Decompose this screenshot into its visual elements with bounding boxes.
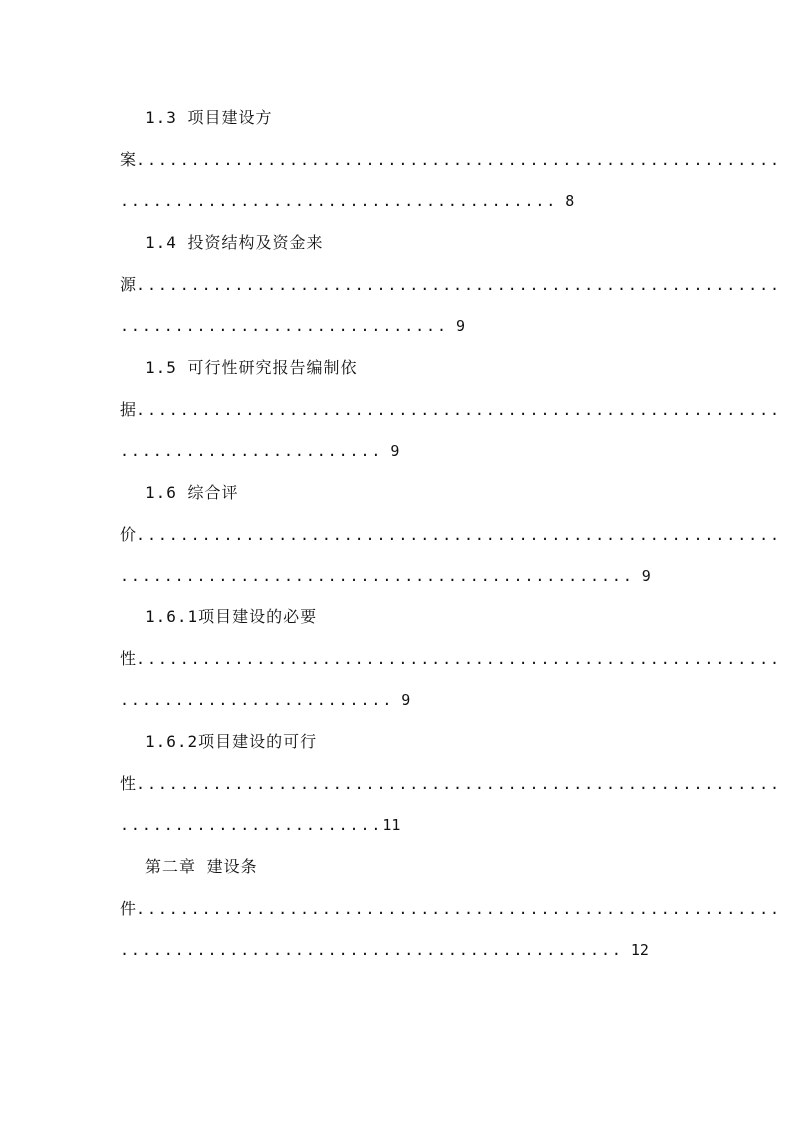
toc-leader-line <box>120 525 781 545</box>
toc-page-number: 11 <box>382 816 401 834</box>
toc-leader-line <box>120 275 781 295</box>
toc-dots: ........................ <box>120 816 383 834</box>
toc-page-number: 8 <box>565 192 575 210</box>
toc-title: 1.5 可行性研究报告编制依 <box>145 358 358 377</box>
toc-dots: ........................................................... <box>136 151 781 169</box>
toc-title: 1.6.2项目建设的可行 <box>145 732 318 751</box>
toc-dots: ......................... <box>120 691 394 709</box>
toc-leader-line <box>120 774 781 794</box>
toc-title: 1.6.1项目建设的必要 <box>145 607 318 626</box>
toc-title-tail: 案 <box>120 150 137 169</box>
toc-dots: .............................................. <box>120 941 623 959</box>
toc-leader-line <box>120 899 781 919</box>
toc-title: 1.3 项目建设方 <box>145 108 273 127</box>
toc-page-number: 9 <box>455 317 465 335</box>
toc-dots: ........................................................... <box>136 775 781 793</box>
toc-dots: ........................ <box>120 442 383 460</box>
toc-page-number: 9 <box>641 567 651 585</box>
toc-page-number: 12 <box>630 941 649 959</box>
toc-title: 1.6 综合评 <box>145 483 239 502</box>
toc-page-number: 9 <box>401 691 411 709</box>
toc-leader-line <box>120 316 465 336</box>
toc-dots: ........................................................... <box>136 526 781 544</box>
toc-title-tail: 件 <box>120 899 137 918</box>
toc-dots: ........................................................... <box>136 401 781 419</box>
toc-title-tail: 价 <box>120 525 137 544</box>
toc-dots: ........................................................... <box>136 276 781 294</box>
toc-dots: ............................................... <box>120 567 634 585</box>
toc-title-tail: 据 <box>120 400 137 419</box>
toc-leader-line <box>120 191 574 211</box>
toc-title: 第二章 建设条 <box>145 857 258 876</box>
toc-leader-line <box>120 690 410 710</box>
toc-title-tail: 性 <box>120 649 137 668</box>
toc-page-number: 9 <box>390 442 400 460</box>
toc-leader-line <box>120 649 781 669</box>
toc-dots: ........................................................... <box>136 900 781 918</box>
toc-leader-line <box>120 400 781 420</box>
toc-dots: .............................. <box>120 317 448 335</box>
toc-leader-line <box>120 566 651 586</box>
toc-title: 1.4 投资结构及资金来 <box>145 233 324 252</box>
toc-leader-line <box>120 940 649 960</box>
toc-title-tail: 源 <box>120 275 137 294</box>
toc-leader-line <box>120 441 399 461</box>
toc-title-tail: 性 <box>120 774 137 793</box>
toc-leader-line <box>120 815 400 835</box>
toc-dots: ........................................................... <box>136 650 781 668</box>
toc-leader-line <box>120 150 781 170</box>
toc-dots: ........................................ <box>120 192 558 210</box>
